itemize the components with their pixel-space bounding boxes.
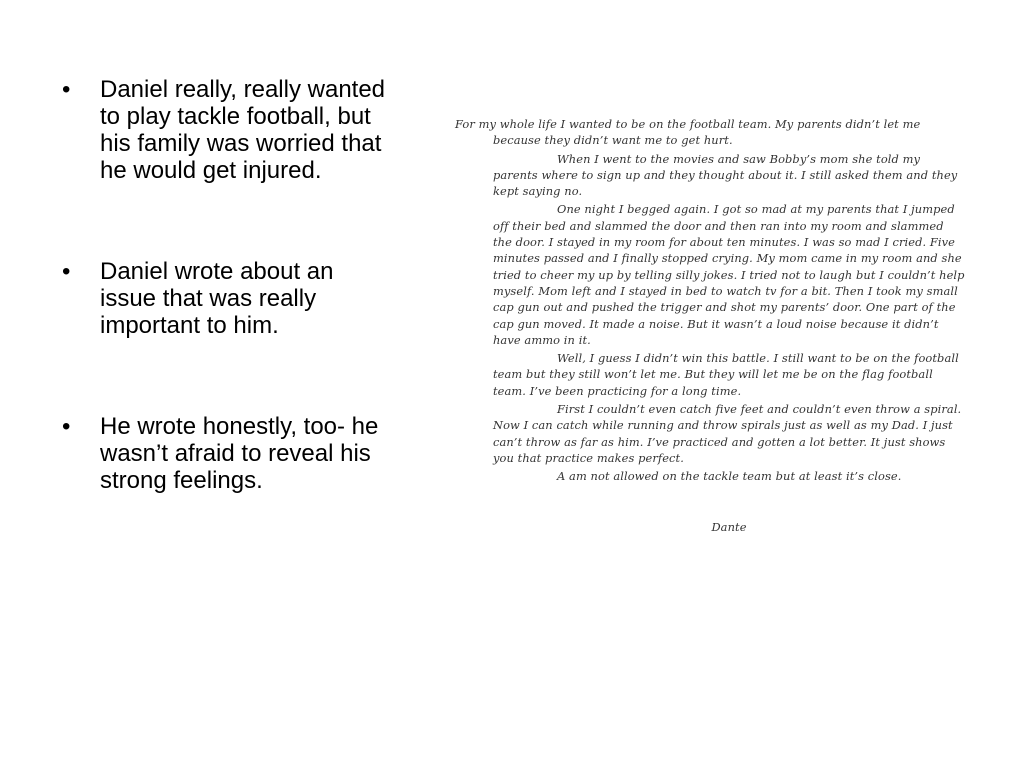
story-signature: Dante <box>711 519 747 534</box>
bullet-list <box>62 76 392 494</box>
bullet-text: He wrote honestly, too- he wasn’t afraid to reveal his strong feelings. <box>100 413 379 494</box>
story-paragraph: Well, I guess I didn’t win this battle. I still want to be on the football team but they still won’t let me. But they will let me be on the flag football team. I’ve been practicing for a long time. <box>493 351 959 398</box>
story-paragraph: When I went to the movies and saw Bobby’s mom she told my parents where to sign up and they thought about it. I still asked them and they kept saying no. <box>493 151 958 199</box>
bullet-item <box>62 76 392 184</box>
bullet-marker: • <box>62 413 71 440</box>
student-story <box>455 116 965 535</box>
story-paragraph: One night I begged again. I got so mad at my parents that I jumped off their bed and slammed the door and then ran into my room and slammed the door. I stayed in my room for about ten minutes. I was so mad I cried. Five minutes passed and I finally stopped crying. My mom came in my room and she tried to cheer my up by telling silly jokes. I tried not to laugh but I couldn’t help myself. Mom left and I stayed in bed to watch tv for a bit. Then I took my small cap gun out and pushed the trigger and shot my parents’ door. One part of the cap gun moved. It made a noise. But it wasn’t a loud noise because it didn’t have ammo in it. <box>493 202 965 347</box>
story-paragraph: For my whole life I wanted to be on the football team. My parents didn’t let me because they didn’t want me to get hurt. <box>455 117 921 148</box>
bullet-marker: • <box>62 258 71 285</box>
bullet-item <box>62 258 392 339</box>
story-paragraph: A am not allowed on the tackle team but at least it’s close. <box>557 469 902 484</box>
bullet-text: Daniel wrote about an issue that was really important to him. <box>100 258 334 339</box>
bullet-text: Daniel really, really wanted to play tackle football, but his family was worried that he would get injured. <box>100 76 386 184</box>
bullet-item <box>62 413 392 494</box>
story-paragraph: First I couldn’t even catch five feet and couldn’t even throw a spiral. Now I can catch while running and throw spirals just as well as my Dad. I just can’t throw as far as him. I’ve practiced and gotten a lot better. It just shows you that practice makes perfect. <box>493 402 962 465</box>
bullet-marker: • <box>62 76 71 103</box>
